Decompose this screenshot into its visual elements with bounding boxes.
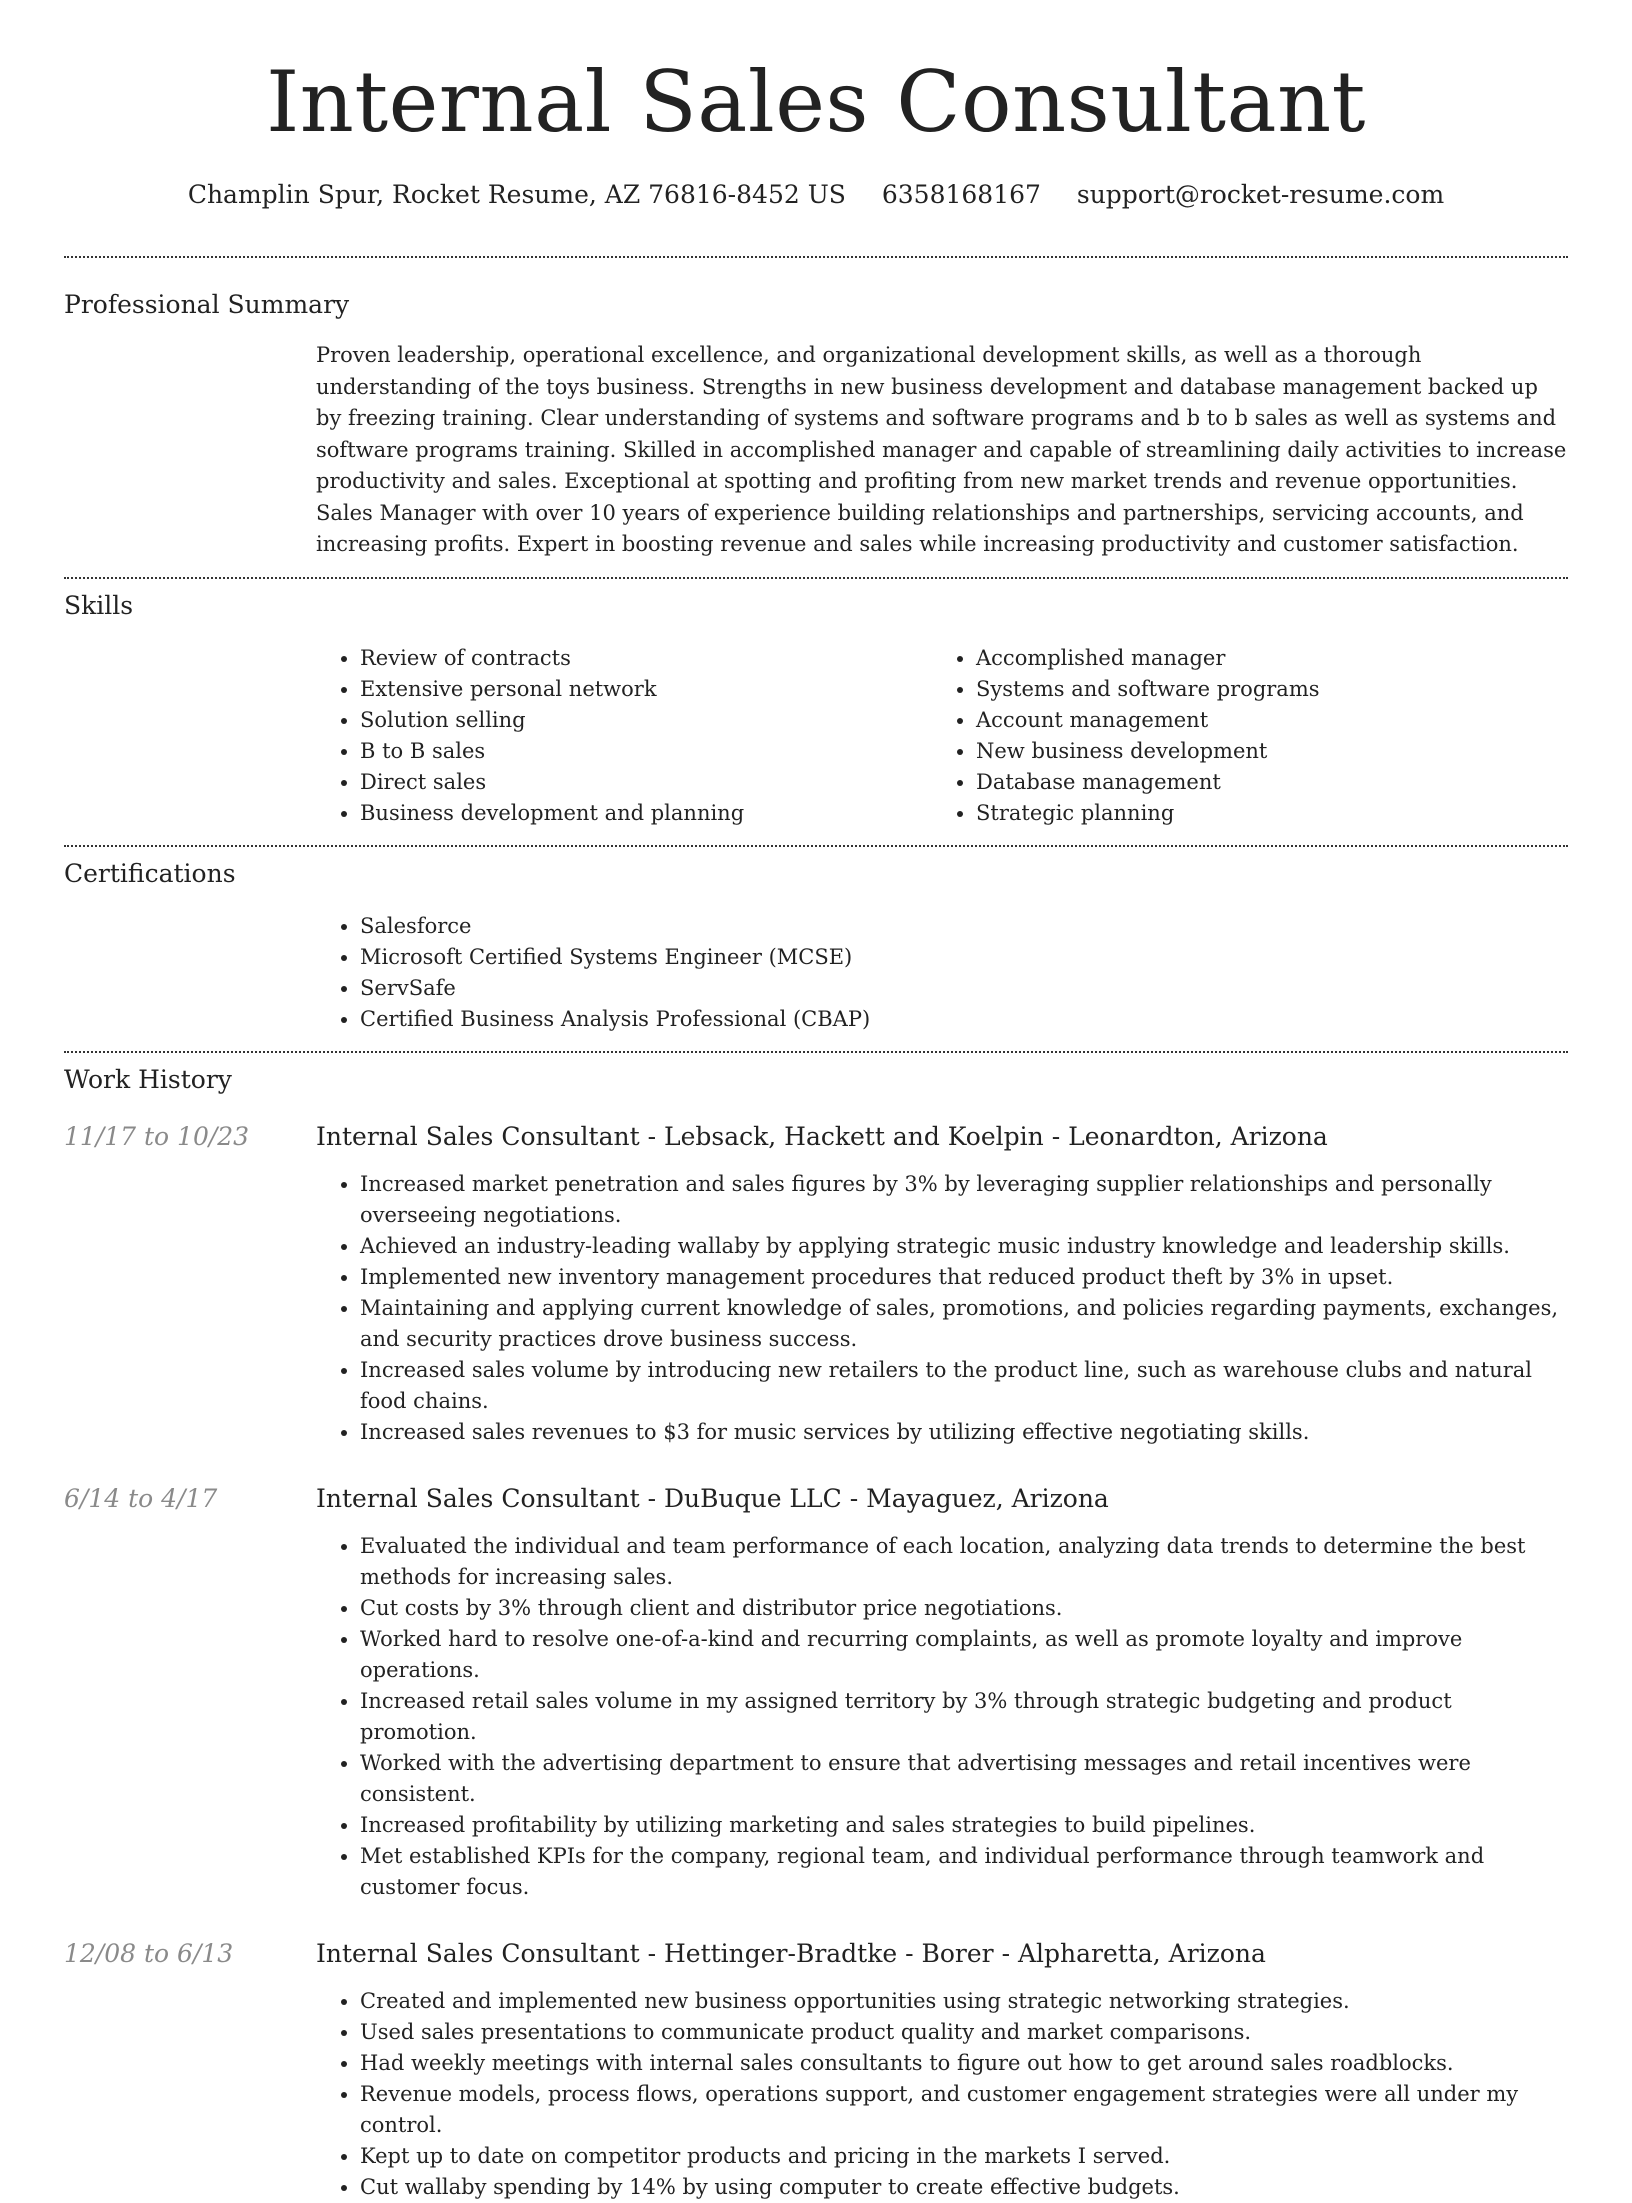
job-company: Hettinger-Bradtke - Borer — [663, 1938, 994, 1968]
job-bullet: • Increased market penetration and sales figures by 3% by leveraging supplier relationships and personally overseeing negotiations. — [360, 1169, 1568, 1231]
skill-item: • Business development and planning — [360, 798, 932, 829]
certification-item: • ServSafe — [360, 973, 1568, 1004]
job-bullet: • Revenue models, process flows, operations support, and customer engagement strategies were all under my control. — [360, 2079, 1568, 2141]
skills-section — [64, 579, 1568, 847]
job-dates: 11/17 to 10/23 — [64, 1121, 250, 1151]
job-bullets — [316, 1986, 1568, 2203]
job-separator: - — [639, 1483, 664, 1513]
job-bullet: • Increased sales revenues to $3 for music services by utilizing effective negotiating skills. — [360, 1417, 1568, 1448]
certifications-body — [316, 911, 1568, 1035]
summary-section — [64, 258, 1568, 579]
job-bullet: • Maintaining and applying current knowledge of sales, promotions, and policies regarding payments, exchanges, and security practices drove business success. — [360, 1293, 1568, 1355]
skills-column-left — [316, 643, 932, 829]
skills-heading: Skills — [64, 590, 134, 620]
job-role: Internal Sales Consultant — [316, 1938, 640, 1968]
summary-body — [316, 340, 1568, 561]
summary-heading: Professional Summary — [64, 290, 350, 319]
skill-item: • New business development — [976, 736, 1548, 767]
job-bullet: • Kept up to date on competitor products and pricing in the markets I served. — [360, 2141, 1568, 2172]
contact-address: Champlin Spur, Rocket Resume, AZ 76816-8452 US — [187, 180, 846, 209]
job-bullets — [316, 1169, 1568, 1448]
job-heading — [316, 1937, 1568, 1971]
resume-header — [0, 0, 1632, 212]
skill-item: • Review of contracts — [360, 643, 932, 674]
job-bullet: • Achieved an industry-leading wallaby by applying strategic music industry knowledge and leadership skills. — [360, 1231, 1568, 1262]
skill-item: • Accomplished manager — [976, 643, 1548, 674]
certification-item: • Certified Business Analysis Professional (CBAP) — [360, 1004, 1568, 1035]
job-entry — [64, 1482, 1568, 1903]
job-dates: 12/08 to 6/13 — [64, 1938, 234, 1968]
job-heading — [316, 1482, 1568, 1516]
skill-item: • Systems and software programs — [976, 674, 1548, 705]
contact-line — [0, 178, 1632, 212]
job-bullet: • Met established KPIs for the company, regional team, and individual performance through teamwork and customer focus. — [360, 1841, 1568, 1903]
job-bullet: • Cut wallaby spending by 14% by using computer to create effective budgets. — [360, 2172, 1568, 2203]
skills-list-right — [932, 643, 1548, 829]
job-location: Alpharetta, Arizona — [1017, 1938, 1266, 1968]
job-bullet: • Worked hard to resolve one-of-a-kind and recurring complaints, as well as promote loyalty and improve operations. — [360, 1624, 1568, 1686]
contact-email: support@rocket-resume.com — [1076, 180, 1445, 209]
job-bullet: • Increased retail sales volume in my assigned territory by 3% through strategic budgeting and product promotion. — [360, 1686, 1568, 1748]
job-separator: - — [1043, 1121, 1069, 1151]
work-history-section — [64, 1053, 1568, 2203]
job-details — [316, 1937, 1568, 2203]
job-location: Leonardton, Arizona — [1068, 1121, 1328, 1151]
job-role: Internal Sales Consultant — [316, 1121, 640, 1151]
job-separator: - — [639, 1938, 664, 1968]
work-history-heading: Work History — [64, 1064, 232, 1094]
skill-item: • B to B sales — [360, 736, 932, 767]
job-bullet: • Used sales presentations to communicate product quality and market comparisons. — [360, 2017, 1568, 2048]
job-separator: - — [841, 1483, 867, 1513]
job-bullet: • Cut costs by 3% through client and distributor price negotiations. — [360, 1593, 1568, 1624]
job-bullet: • Evaluated the individual and team performance of each location, analyzing data trends to determine the best methods for increasing sales. — [360, 1531, 1568, 1593]
contact-phone: 6358168167 — [881, 180, 1041, 209]
job-separator: - — [639, 1121, 664, 1151]
job-bullet: • Implemented new inventory management procedures that reduced product theft by 3% in upset. — [360, 1262, 1568, 1293]
job-role: Internal Sales Consultant — [316, 1483, 640, 1513]
job-bullets — [316, 1531, 1568, 1903]
certifications-heading: Certifications — [64, 858, 236, 888]
skills-list-left — [316, 643, 932, 829]
job-separator: - — [993, 1938, 1018, 1968]
job-entry — [64, 1937, 1568, 2203]
skill-item: • Extensive personal network — [360, 674, 932, 705]
skill-item: • Solution selling — [360, 705, 932, 736]
job-company: Lebsack, Hackett and Koelpin — [663, 1121, 1044, 1151]
skill-item: • Database management — [976, 767, 1548, 798]
job-bullet: • Increased sales volume by introducing new retailers to the product line, such as warehouse clubs and natural food chains. — [360, 1355, 1568, 1417]
job-details — [316, 1482, 1568, 1903]
candidate-name: Internal Sales Consultant — [266, 53, 1366, 151]
job-company: DuBuque LLC — [663, 1483, 842, 1513]
certifications-list — [316, 911, 1568, 1035]
certifications-section — [64, 847, 1568, 1053]
job-heading — [316, 1120, 1568, 1154]
certification-item: • Microsoft Certified Systems Engineer (MCSE) — [360, 942, 1568, 973]
job-bullet: • Worked with the advertising department to ensure that advertising messages and retail incentives were consistent. — [360, 1748, 1568, 1810]
skills-body — [316, 643, 1568, 829]
job-bullet: • Increased profitability by utilizing marketing and sales strategies to build pipelines. — [360, 1810, 1568, 1841]
job-location: Mayaguez, Arizona — [866, 1483, 1109, 1513]
job-details — [316, 1120, 1568, 1448]
skill-item: • Direct sales — [360, 767, 932, 798]
job-entry — [64, 1120, 1568, 1448]
skill-item: • Account management — [976, 705, 1548, 736]
job-bullet: • Had weekly meetings with internal sales consultants to figure out how to get around sales roadblocks. — [360, 2048, 1568, 2079]
job-bullet: • Created and implemented new business opportunities using strategic networking strategies. — [360, 1986, 1568, 2017]
skill-item: • Strategic planning — [976, 798, 1548, 829]
skills-column-right — [932, 643, 1548, 829]
summary-text: Proven leadership, operational excellence, and organizational development skills, as well as a thorough understanding of the toys business. Strengths in new business development and database management backed up by freezing training. Clear understanding of systems and software programs and b to b sales as well as systems and software programs training. Skilled in accomplished manager and capable of streamlining daily activities to increase productivity and sales. Exceptional at spotting and profiting from new market trends and revenue opportunities. Sales Manager with over 10 years of experience building relationships and partnerships, servicing accounts, and increasing profits. Expert in boosting revenue and sales while increasing productivity and customer satisfaction. — [316, 343, 1567, 556]
certification-item: • Salesforce — [360, 911, 1568, 942]
job-dates: 6/14 to 4/17 — [64, 1483, 218, 1513]
